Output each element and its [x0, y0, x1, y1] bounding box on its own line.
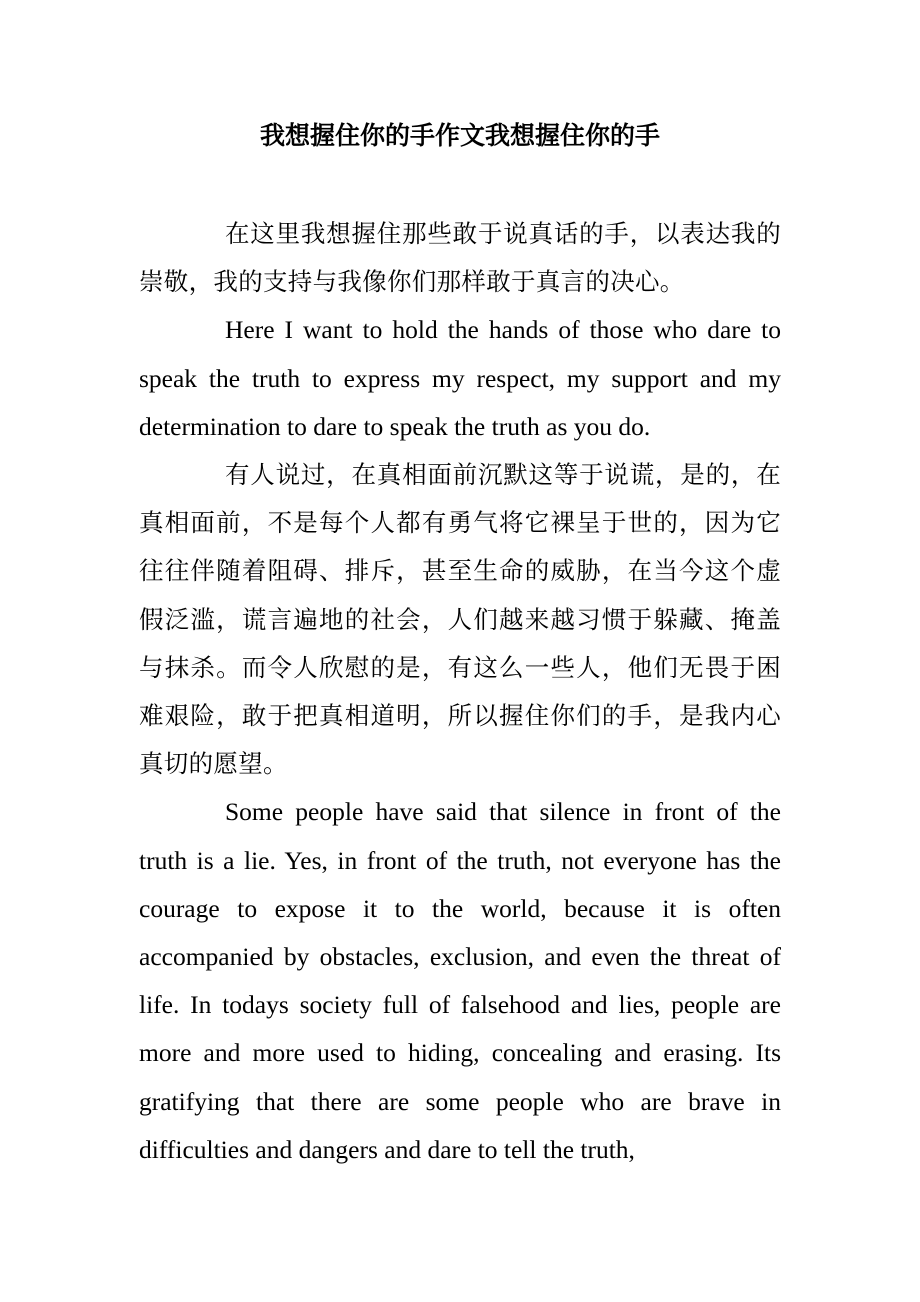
- document-body: [139, 210, 781, 1174]
- paragraph-en-1: Here I want to hold the hands of those who dare to speak the truth to express my respect, my support and my determination to dare to speak the truth as you do.: [139, 315, 781, 441]
- page-title: 我想握住你的手作文我想握住你的手: [259, 121, 660, 150]
- paragraph-zh-2: 有人说过，在真相面前沉默这等于说谎，是的，在真相面前，不是每个人都有勇气将它裸呈于世的，因为它往往伴随着阻碍、排斥，甚至生命的威胁，在当今这个虚假泛滥，谎言遍地的社会，人们越来越习惯于躲藏、掩盖与抹杀。而令人欣慰的是，有这么一些人，他们无畏于困难艰险，敢于把真相道明，所以握住你们的手，是我内心真切的愿望。: [139, 460, 781, 779]
- paragraph-en-2: Some people have said that silence in front of the truth is a lie. Yes, in front of the truth, not everyone has the courage to expose it to the world, because it is often accompanied by obstacles, exclusion, and even the threat of life. In todays society full of falsehood and lies, people are more and more used to hiding, concealing and erasing. Its gratifying that there are some people who are brave in difficulties and dangers and dare to tell the truth,: [139, 797, 781, 1164]
- paragraph-zh-1: 在这里我想握住那些敢于说真话的手，以表达我的崇敬，我的支持与我像你们那样敢于真言的决心。: [139, 219, 781, 297]
